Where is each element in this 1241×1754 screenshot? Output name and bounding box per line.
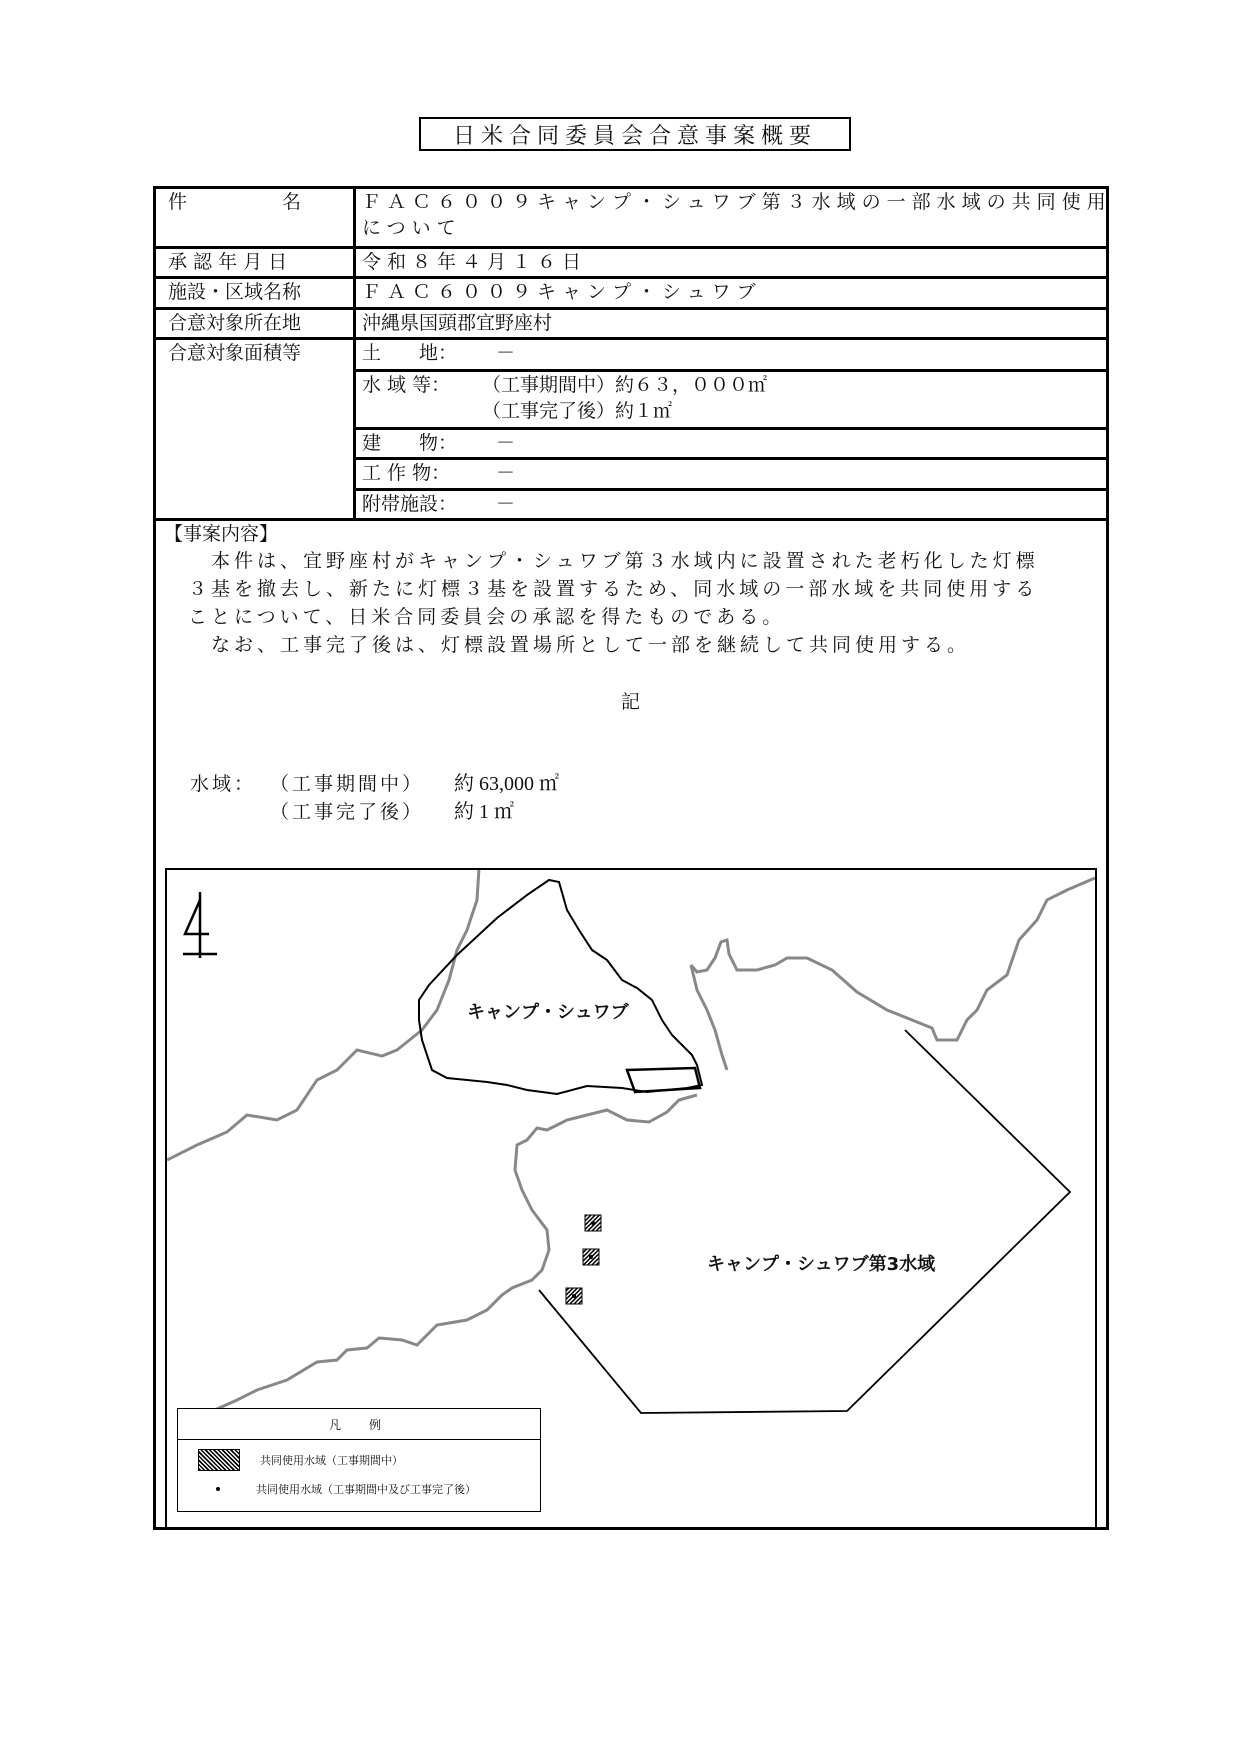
coastline bbox=[691, 965, 727, 1070]
area-structure-value: － bbox=[496, 462, 516, 484]
hatched-square-icon bbox=[198, 1449, 240, 1471]
shared-use-point bbox=[589, 1255, 593, 1259]
value-case-name-cont: について bbox=[362, 217, 462, 239]
label-area: 合意対象面積等 bbox=[168, 342, 302, 364]
ki-marker: 記 bbox=[621, 691, 641, 713]
area-ancillary-label: 附帯施設： bbox=[362, 493, 458, 515]
row-divider bbox=[353, 427, 1106, 430]
title-text: 日米合同委員会合意事案概要 bbox=[452, 123, 817, 149]
content-line: ことについて、日米合同委員会の承認を得たものである。 bbox=[188, 606, 786, 628]
label-facility-name: 施設・区域名称 bbox=[168, 281, 302, 303]
legend-title: 凡 例 bbox=[178, 1409, 540, 1440]
water-label: 水域： bbox=[190, 773, 257, 795]
area-water-value: （工事期間中）約６３，０００㎡ bbox=[482, 374, 768, 396]
row-divider bbox=[353, 488, 1106, 491]
camp-schwab-boundary bbox=[419, 880, 702, 1094]
coastline bbox=[691, 878, 1095, 1040]
water-period-after: （工事完了後） bbox=[270, 801, 425, 823]
area-building-label: 建 物： bbox=[362, 432, 458, 454]
content-line: ３基を撤去し、新たに灯標３基を設置するため、同水域の一部水域を共同使用する bbox=[188, 578, 1039, 600]
column-divider bbox=[353, 189, 356, 521]
legend-item-text: 共同使用水域（工事期間中） bbox=[260, 1454, 403, 1467]
area-land-value: － bbox=[496, 342, 516, 364]
content-heading: 【事案内容】 bbox=[164, 523, 279, 545]
label-approval-date: 承 認 年 月 日 bbox=[168, 251, 288, 273]
value-case-name: ＦＡＣ６００９キャンプ・シュワブ第３水域の一部水域の共同使用 bbox=[362, 191, 1112, 213]
value-facility-name: ＦＡＣ６００９キャンプ・シュワブ bbox=[362, 281, 762, 303]
coastline bbox=[167, 870, 479, 1160]
location-map bbox=[165, 868, 1097, 1529]
camp-schwab-label: キャンプ・シュワブ bbox=[467, 1002, 629, 1023]
row-divider bbox=[156, 246, 1106, 249]
water-area-label: キャンプ・シュワブ第3水域 bbox=[707, 1254, 936, 1275]
area-land-label: 土 地： bbox=[362, 342, 458, 364]
row-divider bbox=[156, 518, 1106, 521]
content-line: 本件は、宜野座村がキャンプ・シュワブ第３水域内に設置された老朽化した灯標 bbox=[188, 550, 1039, 572]
label-location: 合意対象所在地 bbox=[168, 312, 302, 334]
north-arrow-icon bbox=[183, 892, 217, 958]
row-divider bbox=[353, 457, 1106, 460]
coastline bbox=[197, 1095, 697, 1418]
content-body bbox=[188, 547, 1039, 659]
area-structure-label: 工 作 物： bbox=[362, 462, 451, 484]
shared-use-point bbox=[591, 1221, 595, 1225]
dot-icon bbox=[216, 1487, 220, 1491]
map-legend bbox=[177, 1408, 541, 1512]
legend-item-text: 共同使用水域（工事期間中及び工事完了後） bbox=[256, 1483, 476, 1496]
shared-use-point bbox=[572, 1294, 576, 1298]
area-water-label: 水 域 等： bbox=[362, 374, 451, 396]
document-title bbox=[419, 117, 851, 151]
area-ancillary-value: － bbox=[496, 493, 516, 515]
content-line: なお、工事完了後は、灯標設置場所として一部を継続して共同使用する。 bbox=[188, 634, 971, 656]
area-building-value: － bbox=[496, 432, 516, 454]
camp-schwab-boundary bbox=[627, 1068, 700, 1092]
water-period-during: （工事期間中） bbox=[270, 773, 425, 795]
water-amount-during: 約 63,000 ㎡ bbox=[454, 773, 559, 795]
area-water-value-after: （工事完了後）約１㎡ bbox=[482, 400, 673, 422]
value-approval-date: 令和８年４月１６日 bbox=[362, 251, 588, 273]
value-location: 沖縄県国頭郡宜野座村 bbox=[362, 312, 553, 334]
water-amount-after: 約 1 ㎡ bbox=[454, 801, 514, 823]
label-case-name: 件 名 bbox=[168, 191, 302, 213]
